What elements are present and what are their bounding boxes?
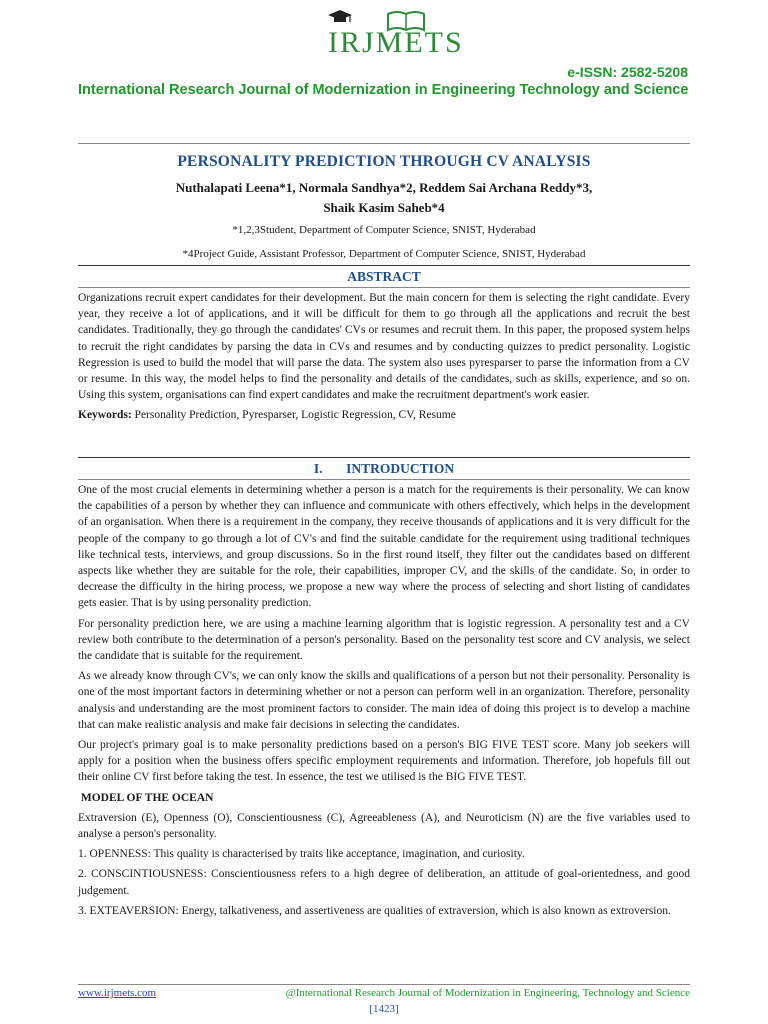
intro-paragraph-3: As we already know through CV's, we can only know the skills and qualifications of a person but not their personality. Personality is one of the most important factors in determining whether or not a person can perform well in an organization. Therefore, personality analysis and understanding are the most prominent factors to consider. The main idea of doing this project is to develop a machine that can make realistic analysis and make fair decisions in selecting the candidates.: [78, 670, 690, 731]
logo-wordmark: IRJMETS: [328, 26, 464, 59]
affiliation-1: *1,2,3Student, Department of Computer Science, SNIST, Hyderabad: [232, 224, 536, 236]
intro-paragraph-4: Our project's primary goal is to make personality predictions based on a person's BIG FIVE TEST score. Many job seekers will apply for a position when the business offers specific employment requirements and information. Therefore, job hopefuls fill out their online CV first before taking the test. In essence, the test we utilised is the BIG FIVE TEST.: [78, 739, 690, 784]
intro-rule-top: [78, 457, 690, 458]
ocean-item-1: 1. OPENNESS: This quality is characterised by traits like acceptance, imagination, and curiosity.: [78, 848, 525, 861]
ocean-item-3: 3. EXTEAVERSION: Energy, talkativeness, and assertiveness are qualities of extraversion, which is also known as extroversion.: [78, 904, 671, 917]
footer-rule: [78, 984, 690, 985]
intro-paragraph-2: For personality prediction here, we are using a machine learning algorithm that is logistic regression. A personality test and a CV review both contribute to the determination of a person's personality. Based on the personality test score and CV analysis, we select the candidate that is suitable for the requirement.: [78, 617, 690, 663]
abstract-text: Organizations recruit expert candidates for their development. But the main concern for them is selecting the right candidate. Every year, they receive a lot of applications, and it will be difficult for them to go through all the applications and recruit the best candidates. Traditionally, they go through the candidates' CVs or resumes and recruit them. In this paper, the proposed system helps to recruit the right candidates by parsing the data in CVs and resumes and by conducting quizzes to predict personality. Logistic Regression is used to build the model that will parse the data. The system also uses pyresparser to parse the information from a CV or resume. In this way, the model helps to find the personality and details of the candidates, such as skills, experience, and so on. Using this system, organisations can find expert candidates and make the recruitment department's work easier.: [78, 292, 690, 402]
intro-paragraph-5: Extraversion (E), Openness (O), Conscientiousness (C), Agreeableness (A), and Neuroticism (N) are the five variables used to analyse a person's personality.: [78, 811, 690, 841]
abstract-heading: ABSTRACT: [347, 269, 421, 284]
ocean-subheading: MODEL OF THE OCEAN: [78, 791, 214, 804]
issn-label: e-ISSN: 2582-5208: [567, 64, 688, 80]
abstract-rule-bottom: [78, 287, 690, 288]
abstract-body: [78, 290, 690, 428]
authors-line-2: Shaik Kasim Saheb*4: [323, 200, 445, 215]
introduction-body: [78, 482, 690, 923]
footer-website-link[interactable]: www.irjmets.com: [78, 987, 157, 999]
abstract-rule-top: [78, 265, 690, 266]
header-rule: [78, 143, 690, 144]
keywords-list: Personality Prediction, Pyresparser, Logistic Regression, CV, Resume: [131, 409, 456, 422]
graduation-cap-icon: [328, 8, 352, 28]
journal-name: International Research Journal of Modernization in Engineering Technology and Science: [78, 82, 689, 98]
intro-paragraph-1: One of the most crucial elements in determining whether a person is a match for the requirements is their personality. We can know the capabilities of a person by whether they can influence and communicate with others effectively, which helps in the development of an organisation. When there is a requirement in the company, they receive thousands of applications and it is very difficult for the people of the company to go through a lot of CV's and find the suitable candidate for the requirement using traditional techniques like technical tests, interviews, and group discussions. So in the first round itself, they filter out the candidates based on different aspects like whether they are suitable for the role, their capabilities, improper CV, and the skills of the candidate. So, in order to decrease the difficulty in the hiring process, we propose a new way where the process of selecting and short listing of candidates gets easier. That is by using personality prediction.: [78, 484, 690, 610]
keywords-line: [78, 407, 690, 423]
authors-line-1: Nuthalapati Leena*1, Normala Sandhya*2, Reddem Sai Archana Reddy*3,: [175, 180, 593, 195]
affiliation-2: *4Project Guide, Assistant Professor, Department of Computer Science, SNIST, Hyderabad: [182, 248, 586, 260]
footer-copyright: @International Research Journal of Modernization in Engineering, Technology and Science: [285, 987, 690, 999]
intro-rule-bottom: [78, 479, 690, 480]
ocean-item-2: 2. CONSCINTIOUSNESS: Conscientiousness refers to a high degree of deliberation, an attitude of goal-orientedness, and good judgement.: [78, 868, 690, 897]
page-number: [1423]: [369, 1003, 399, 1015]
paper-title: PERSONALITY PREDICTION THROUGH CV ANALYSIS: [177, 153, 591, 170]
journal-logo: [328, 8, 468, 58]
introduction-heading: I. INTRODUCTION: [313, 461, 455, 476]
keywords-label: Keywords:: [78, 409, 132, 422]
